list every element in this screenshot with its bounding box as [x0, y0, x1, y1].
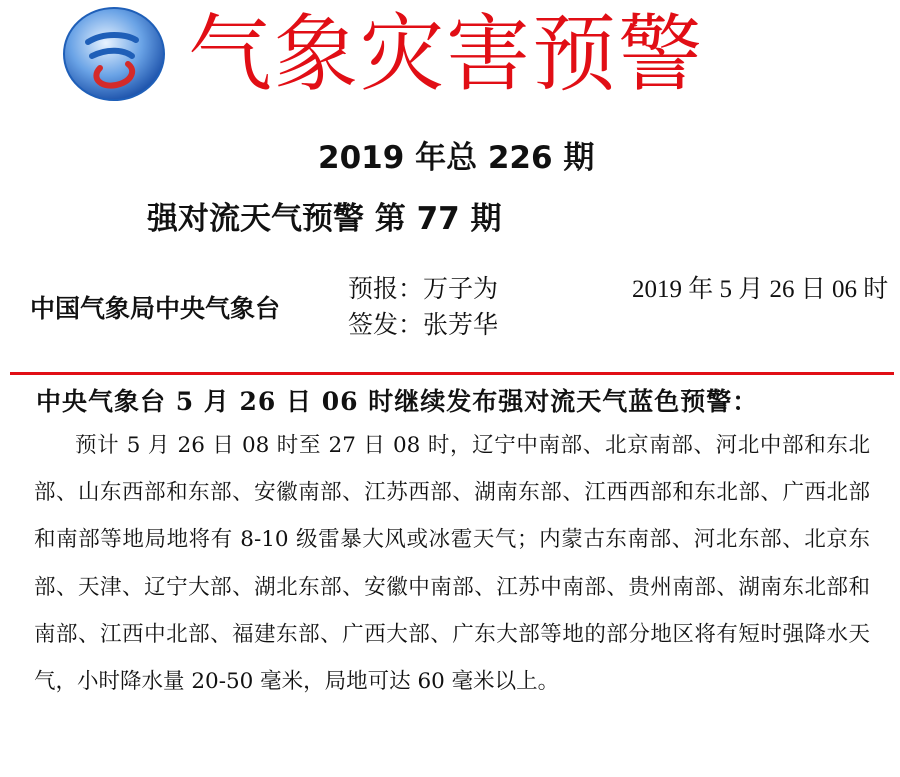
header-divider: [10, 372, 894, 375]
signer-name: 签发：张芳华: [348, 310, 499, 339]
forecaster-name: 预报：万子为: [348, 274, 499, 303]
masthead-title: 气象灾害预警: [188, 5, 705, 103]
warning-headline: 中央气象台 5 月 26 日 06 时继续发布强对流天气蓝色预警：: [36, 387, 759, 416]
forecaster-block: [348, 271, 498, 343]
issue-total-number: 2019 年总 226 期: [318, 140, 595, 176]
issue-time: 2019 年 5 月 26 日 06 时: [632, 276, 889, 303]
warning-body: 预计 5 月 26 日 08 时至 27 日 08 时，辽宁中南部、北京南部、河北中部和东北部、山东西部和东部、安徽南部、江苏西部、湖南东部、江西西部和东北部、广西北部和南部等地局地将有 8-10 级雷暴大风或冰雹天气；内蒙古东南部、河北东部、北京东部、天津、辽宁大部、湖北东部、安徽中南部、江苏中南部、贵州南部、湖南东北部和南部、江西中北部、福建东部、广西大部、广东大部等地的部分地区将有短时强降水天气，小时降水量 20-50 毫米，局地可达 60 毫米以上。: [34, 433, 870, 695]
cma-logo: [60, 4, 168, 104]
warning-issue-number: 强对流天气预警 第 77 期: [147, 201, 502, 237]
issuing-agency: 中国气象局中央气象台: [30, 294, 281, 323]
logo-emblem-icon: [60, 4, 168, 104]
